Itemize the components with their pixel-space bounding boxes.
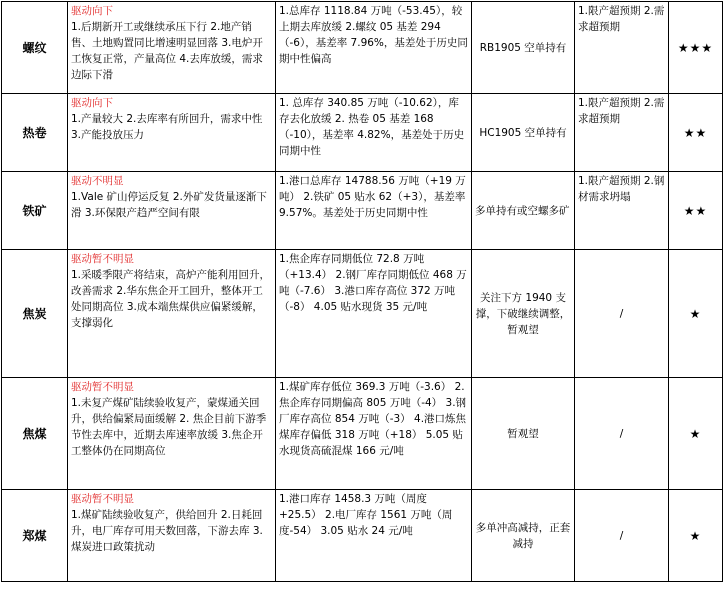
driver-reasons: 1.煤矿陆续验收复产，供给回升 2.日耗回升，电厂库存可用天数回落，下游去库 3.煤炭进口政策扰动 [71,509,263,553]
table-row [2,250,723,378]
inventory-basis-cell: 1.焦企库存同期低位 72.8 万吨（+13.4） 2.钢厂库存同期低位 468 万吨（-7.6） 3.港口库存高位 372 万吨（-8） 4.05 贴水现货 35 元/吨 [276,250,472,378]
driver-logic-cell [68,172,276,250]
commodity-name: 焦煤 [2,378,68,490]
inventory-basis-cell: 1.港口库存 1458.3 万吨（周度+25.5） 2.电厂库存 1561 万吨（周度-54） 3.05 贴水 24 元/吨 [276,490,472,582]
driver-label: 驱动暂不明显 [71,253,134,265]
driver-label: 驱动不明显 [71,175,124,187]
strategy-cell: HC1905 空单持有 [472,94,575,172]
driver-label: 驱动暂不明显 [71,493,134,505]
inventory-basis-cell: 1.总库存 1118.84 万吨（-53.45），较上期去库放缓 2.螺纹 05 基差 294（-6），基差率 7.96%，基差处于历史同期中性偏高 [276,2,472,94]
table-row [2,378,723,490]
driver-reasons: 1.后期新开工或继续承压下行 2.地产销售、土地购置同比增速明显回落 3.电炉开工恢复正常，产量高位 4.去库放缓，需求边际下滑 [71,21,263,81]
rating-stars: ★ [669,490,723,582]
inventory-basis-cell: 1.港口总库存 14788.56 万吨（+19 万吨） 2.铁矿 05 贴水 62（+3），基差率 9.57%。基差处于历史同期中性 [276,172,472,250]
strategy-cell: 关注下方 1940 支撑，下破继续调整，暂观望 [472,250,575,378]
commodity-name: 铁矿 [2,172,68,250]
risk-cell: 1.限产超预期 2.钢材需求坍塌 [575,172,669,250]
driver-logic-cell [68,94,276,172]
risk-cell: / [575,250,669,378]
strategy-cell: RB1905 空单持有 [472,2,575,94]
driver-logic-cell [68,250,276,378]
driver-label: 驱动暂不明显 [71,381,134,393]
commodity-name: 郑煤 [2,490,68,582]
risk-cell: / [575,490,669,582]
commodity-strategy-table [1,1,723,582]
driver-logic-cell [68,2,276,94]
risk-cell: / [575,378,669,490]
inventory-basis-cell: 1.煤矿库存低位 369.3 万吨（-3.6） 2.焦企库存同期偏高 805 万吨（-4） 3.钢厂库存高位 854 万吨（-3） 4.港口炼焦煤库存偏低 318 万吨（+18） 5.05 贴水现货高硫混煤 166 元/吨 [276,378,472,490]
driver-reasons: 1.采暖季限产将结束，高炉产能利用回升，改善需求 2.华东焦企开工回升，整体开工处同期高位 3.成本端焦煤供应偏紧缓解，支撑弱化 [71,269,271,329]
risk-cell: 1.限产超预期 2.需求超预期 [575,2,669,94]
driver-logic-cell [68,378,276,490]
strategy-cell: 多单冲高减持，正套减持 [472,490,575,582]
driver-logic-cell [68,490,276,582]
strategy-cell: 多单持有或空螺多矿 [472,172,575,250]
commodity-name: 焦炭 [2,250,68,378]
commodity-name: 热卷 [2,94,68,172]
rating-stars: ★★ [669,172,723,250]
table-row [2,94,723,172]
risk-cell: 1.限产超预期 2.需求超预期 [575,94,669,172]
driver-reasons: 1.产量较大 2.去库率有所回升，需求中性 3.产能投放压力 [71,113,263,141]
rating-stars: ★★★ [669,2,723,94]
driver-label: 驱动向下 [71,5,113,17]
rating-stars: ★ [669,378,723,490]
table-row [2,490,723,582]
driver-reasons: 1.Vale 矿山停运反复 2.外矿发货量逐渐下滑 3.环保限产趋严空间有限 [71,191,267,219]
inventory-basis-cell: 1. 总库存 340.85 万吨（-10.62），库存去化放缓 2. 热卷 05 基差 168（-10），基差率 4.82%，基差处于历史同期中性 [276,94,472,172]
driver-label: 驱动向下 [71,97,113,109]
rating-stars: ★ [669,250,723,378]
commodity-name: 螺纹 [2,2,68,94]
strategy-cell: 暂观望 [472,378,575,490]
table-row [2,172,723,250]
driver-reasons: 1.未复产煤矿陆续验收复产，蒙煤通关回升，供给偏紧局面缓解 2. 焦企目前下游季节性去库中，近期去库速率放缓 3.焦企开工整体仍在同期高位 [71,397,267,457]
table-row [2,2,723,94]
rating-stars: ★★ [669,94,723,172]
